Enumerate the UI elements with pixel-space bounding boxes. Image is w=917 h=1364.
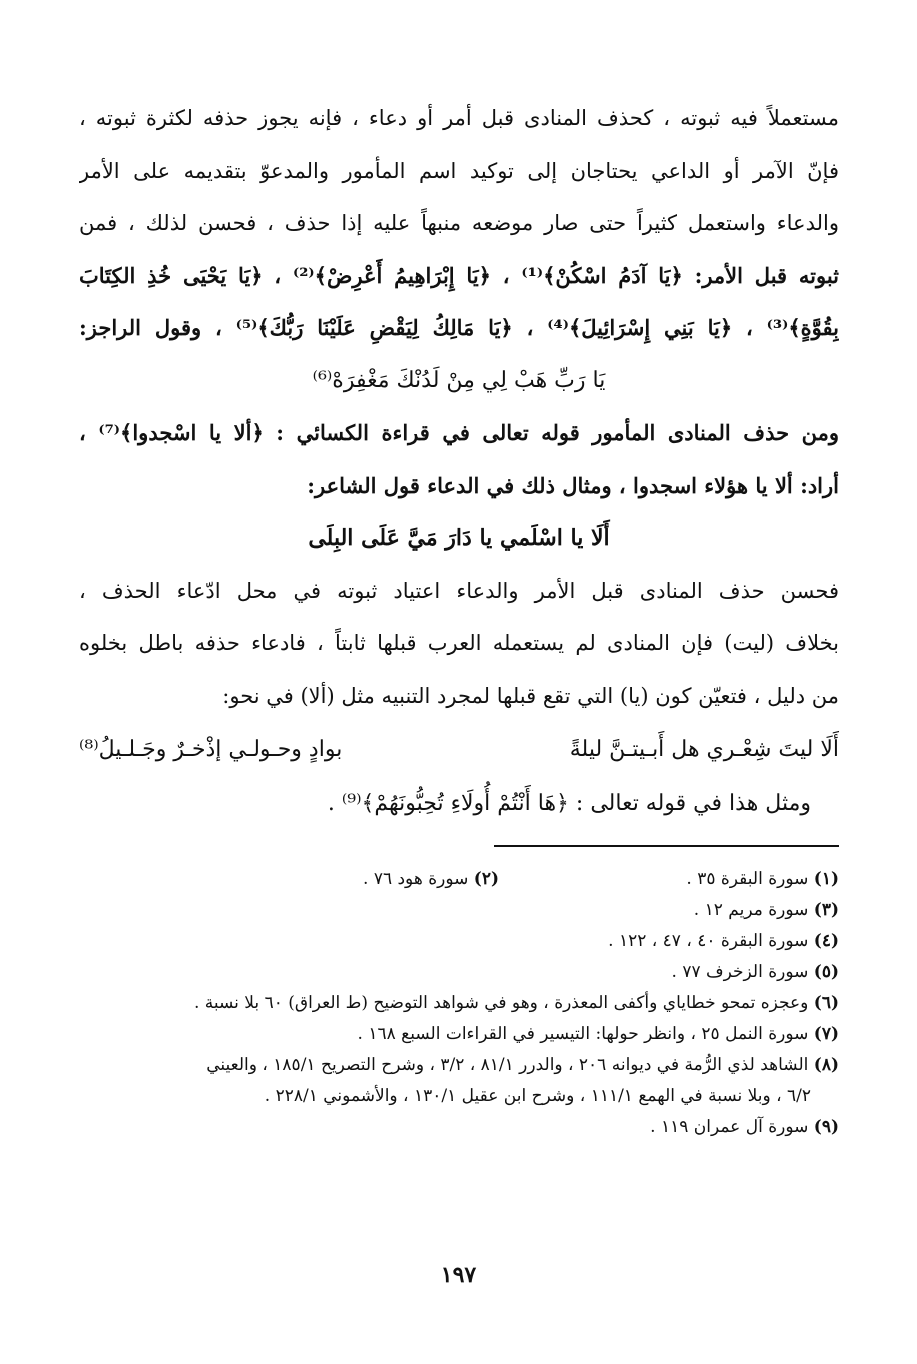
footnote-number: (٤) — [813, 931, 839, 951]
footnote-separator — [494, 845, 839, 847]
text-line: فإنّ الآمر أو الداعي يحتاجان إلى توكيد اسم المأمور والمدعوّ بتقديمه على الأمر — [79, 158, 839, 183]
footnote-text: سورة مريم ١٢ . — [693, 900, 809, 920]
text-line: فحسن حذف المنادى قبل الأمر والدعاء اعتياد ثبوته في محل ادّعاء الحذف ، — [79, 578, 839, 603]
footnote-3 — [79, 895, 839, 926]
footnote-text: الشاهد لذي الرُّمة في ديوانه ٢٠٦ ، والدرر ٨١/١ ، ٣/٢ ، وشرح التصريح ١٨٥/١ ، والعيني — [206, 1055, 809, 1075]
footnotes — [79, 864, 839, 1143]
rajaz-verse: يَا رَبِّ هَبْ لِي مِنْ لَدُنْكَ مَغْفِرَهْ⁽⁶⁾ — [312, 367, 606, 393]
footnote-2 — [363, 864, 499, 895]
text-line: من دليل ، فتعيّن كون (يا) التي تقع قبلها لمجرد التنبيه مثل (ألا) في نحو: — [222, 683, 839, 708]
footnote-text: سورة هود ٧٦ . — [363, 869, 469, 889]
footnote-text: سورة البقرة ٣٥ . — [686, 869, 809, 889]
footnote-number: (٨) — [813, 1055, 839, 1075]
text-line: ثبوته قبل الأمر: ﴿يَا آدَمُ اسْكُنْ﴾⁽¹⁾ ، ﴿يَا إِبْرَاهِيمُ أَعْرِضْ﴾⁽²⁾ ، ﴿يَا يَحْيَى خُذِ الكِتَابَ — [79, 262, 839, 288]
text-line: والدعاء واستعمل كثيراً حتى صار موضعه منبهاً عليه إذا حذف ، فحسن لذلك ، فمن — [79, 211, 839, 235]
footnote-9 — [79, 1112, 839, 1143]
footnote-text: وعجزه تمحو خطاياي وأكفى المعذرة ، وهو في شواهد التوضيح (ط العراق) ٦٠ بلا نسبة . — [193, 993, 809, 1013]
verse-first-half: أَلَا ليتَ شِعْـري هل أَبـيتـنَّ ليلةً — [569, 737, 839, 762]
footnote-text: ٦/٢ ، وبلا نسبة في الهمع ١١١/١ ، وشرح ابن عقيل ١٣٠/١ ، والأشموني ٢٢٨/١ . — [264, 1086, 811, 1106]
footnote-7 — [79, 1019, 839, 1050]
footnote-6 — [79, 988, 839, 1019]
footnote-text: سورة الزخرف ٧٧ . — [671, 962, 809, 982]
footnote-number: (٢) — [473, 869, 499, 889]
footnote-number: (٥) — [813, 962, 839, 982]
verse-second-half: بوادٍ وحـولـي إذْخـرٌ وجَـلـيلُ⁽⁸⁾ — [79, 737, 343, 762]
footnote-number: (٧) — [813, 1024, 839, 1044]
text-line: بِقُوَّةٍ﴾⁽³⁾ ، ﴿يَا بَنِي إِسْرَائِيلَ﴾⁽⁴⁾ ، ﴿يَا مَالِكُ لِيَقْضِ عَلَيْنَا رَبُّكَ﴾⁽⁵⁾ ، وقول الراجز: — [79, 315, 839, 340]
text-line: ومن حذف المنادى المأمور قوله تعالى في قراءة الكسائي : ﴿ألا يا اسْجدوا﴾⁽⁷⁾ ، — [79, 420, 839, 445]
footnote-8-continued — [79, 1081, 839, 1112]
text-line: ومثل هذا في قوله تعالى : ﴿هَا أَنْتُمْ أُولَاءِ تُحِبُّونَهُمْ﴾⁽⁹⁾ . — [327, 791, 811, 816]
text-line: مستعملاً فيه ثبوته ، كحذف المنادى قبل أمر أو دعاء ، فإنه يجوز حذفه لكثرة ثبوته ، — [79, 106, 839, 130]
footnote-number: (٩) — [813, 1117, 839, 1137]
footnote-number: (٦) — [813, 993, 839, 1013]
footnote-number: (١) — [813, 869, 839, 889]
footnote-5 — [79, 957, 839, 988]
footnote-text: سورة البقرة ٤٠ ، ٤٧ ، ١٢٢ . — [608, 931, 809, 951]
poetry-verse: أَلَا يا اسْلَمي يا دَارَ مَيَّ عَلَى البِلَى — [308, 525, 610, 551]
footnote-1 — [499, 864, 839, 895]
footnote-number: (٣) — [813, 900, 839, 920]
footnote-8 — [79, 1050, 839, 1081]
footnote-text: سورة النمل ٢٥ ، وانظر حولها: التيسير في القراءات السبع ١٦٨ . — [357, 1024, 809, 1044]
main-text — [79, 92, 839, 831]
footnote-4 — [79, 926, 839, 957]
footnote-row — [79, 864, 839, 895]
footnote-text: سورة آل عمران ١١٩ . — [650, 1117, 809, 1137]
page-number: ١٩٧ — [440, 1262, 477, 1288]
text-line: أراد: ألا يا هؤلاء اسجدوا ، ومثال ذلك في الدعاء قول الشاعر: — [307, 472, 839, 498]
poetry-couplet — [79, 722, 839, 778]
text-line: بخلاف (ليت) فإن المنادى لم يستعمله العرب قبلها ثابتاً ، فادعاء حذفه باطل بخلوه — [79, 631, 839, 655]
